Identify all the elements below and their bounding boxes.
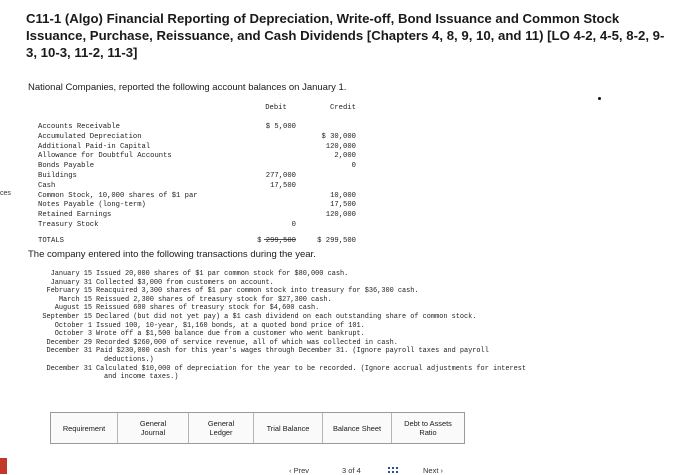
- tab-label-line1: Balance Sheet: [332, 423, 382, 433]
- intro-text: National Companies, reported the following account balances on January 1.: [28, 82, 347, 93]
- transaction-date: January 15: [50, 270, 92, 278]
- account-name: Cash: [38, 181, 56, 190]
- transaction-date: October 3: [54, 330, 92, 339]
- debit-amount: 0: [291, 220, 296, 229]
- account-name: Additional Paid-in Capital: [38, 142, 151, 151]
- transactions-list: [22, 270, 622, 382]
- transaction-description: Reissued 2,300 shares of treasury stock for $27,300 cash.: [96, 295, 332, 304]
- ledger-row: [38, 172, 368, 182]
- account-name: Allowance for Doubtful Accounts: [38, 152, 172, 161]
- transaction-date: December 31: [46, 364, 92, 373]
- credit-header: Credit: [330, 104, 356, 112]
- ledger-row: [38, 133, 368, 143]
- transaction-description: Issued 100, 10-year, $1,160 bonds, at a quoted bond price of 101.: [96, 321, 365, 330]
- tab-label-line2: Journal: [140, 428, 166, 437]
- account-balances-table: [38, 104, 368, 247]
- transaction-line: [22, 313, 622, 322]
- bullet-dot: [598, 97, 601, 100]
- tab-label-line1: Debt to Assets: [404, 419, 452, 428]
- transaction-description: Declared (but did not yet pay) a $1 cash dividend on each outstanding share of common stock.: [96, 312, 477, 321]
- ledger-row: [38, 143, 368, 153]
- ledger-row: [38, 192, 368, 202]
- debit-amount: 277,000: [265, 171, 296, 180]
- tab-balance-sheet[interactable]: [323, 413, 392, 443]
- transaction-description: Recorded $260,000 of service revenue, all of which was collected in cash.: [96, 338, 398, 347]
- tab-requirement[interactable]: [51, 413, 118, 443]
- transaction-line: [22, 296, 622, 305]
- totals-debit: $ 299,500: [257, 236, 296, 245]
- page-indicator: 3 of 4: [342, 466, 361, 475]
- transaction-description: Collected $3,000 from customers on account.: [96, 278, 274, 287]
- side-panel-edge: [0, 458, 7, 474]
- prev-label: Prev: [293, 466, 310, 475]
- transaction-description: Issued 20,000 shares of $1 par common stock for $80,000 cash.: [96, 270, 349, 278]
- credit-amount: 17,500: [330, 201, 356, 210]
- transaction-date: December 31: [46, 347, 92, 356]
- tab-label-line1: General: [139, 419, 167, 428]
- account-name: Accounts Receivable: [38, 123, 120, 131]
- totals-label: TOTALS: [38, 236, 64, 245]
- tab-label-line2: Ledger: [209, 428, 233, 437]
- debit-amount: $ 5,000: [265, 123, 296, 131]
- transaction-description: Reacquired 3,300 shares of $1 par common stock into treasury for $36,300 cash.: [96, 287, 419, 296]
- tab-debt-to-assets-ratio[interactable]: [392, 413, 464, 443]
- tab-label-line1: Trial Balance: [266, 423, 310, 433]
- credit-amount: 120,000: [325, 142, 356, 151]
- transaction-date: August 15: [54, 304, 92, 313]
- transaction-line: [22, 347, 622, 356]
- transaction-date: October 1: [54, 321, 92, 330]
- tab-general-journal[interactable]: [118, 413, 189, 443]
- account-name: Bonds Payable: [38, 162, 95, 171]
- debit-header: Debit: [265, 104, 287, 112]
- transaction-description: Wrote off a $1,500 balance due from a customer who went bankrupt.: [96, 330, 365, 339]
- transaction-date: February 15: [46, 287, 92, 296]
- transaction-date: March 15: [58, 295, 92, 304]
- transaction-line-continued: [22, 356, 622, 365]
- ledger-row: [38, 162, 368, 172]
- totals-credit: $ 299,500: [317, 236, 356, 245]
- credit-amount: 120,000: [325, 211, 356, 220]
- account-name: Treasury Stock: [38, 220, 99, 229]
- page-title: C11-1 (Algo) Financial Reporting of Depreciation, Write-off, Bond Issuance and Common Stock Issuance, Purchase, Reissuance, and Cash Dividends [Chapters 4, 8, 9, 10, and 11) [LO 4-2, 4-5, 8-2, 9-3, 10-3, 11-2, 11-3]: [26, 11, 665, 60]
- chevron-right-icon: ›: [438, 466, 444, 475]
- next-label: Next: [423, 466, 439, 475]
- transaction-line: [22, 270, 622, 279]
- ledger-row: [38, 211, 368, 221]
- transaction-description: Reissued 600 shares of treasury stock for $4,600 cash.: [96, 304, 320, 313]
- credit-amount: 2,000: [334, 152, 356, 161]
- transaction-line: [22, 365, 622, 374]
- transaction-description-continued: deductions.): [104, 355, 154, 364]
- ledger-row: [38, 123, 368, 133]
- chevron-left-icon: ‹: [289, 466, 294, 475]
- transaction-line: [22, 339, 622, 348]
- credit-amount: $ 30,000: [321, 132, 356, 141]
- transaction-line: [22, 322, 622, 331]
- transaction-date: December 29: [46, 338, 92, 347]
- transaction-line: [22, 304, 622, 313]
- transaction-line: [22, 330, 622, 339]
- tab-label-line1: General: [207, 419, 235, 428]
- account-name: Common Stock, 10,000 shares of $1 par: [38, 191, 198, 200]
- tab-trial-balance[interactable]: [254, 413, 323, 443]
- transaction-description-continued: and income taxes.): [104, 373, 179, 382]
- transaction-description: Calculated $10,000 of depreciation for the year to be recorded. (Ignore accrual adjustments for interest: [96, 364, 527, 373]
- requirement-tabs: [50, 412, 465, 444]
- transactions-prompt: The company entered into the following transactions during the year.: [28, 249, 316, 260]
- tab-general-ledger[interactable]: [189, 413, 254, 443]
- transaction-date: January 31: [50, 278, 92, 287]
- totals-row: [38, 237, 368, 247]
- grid-icon[interactable]: [388, 467, 398, 474]
- tab-label-line2: Ratio: [419, 428, 437, 437]
- credit-amount: 10,000: [330, 191, 356, 200]
- transaction-date: September 15: [42, 312, 92, 321]
- transaction-line: [22, 287, 622, 296]
- account-name: Retained Earnings: [38, 211, 112, 220]
- ledger-row: [38, 201, 368, 211]
- transaction-line: [22, 279, 622, 288]
- credit-amount: 0: [351, 162, 356, 171]
- ledger-row: [38, 221, 368, 231]
- account-name: Notes Payable (long-term): [38, 201, 146, 210]
- tab-label-line1: Requirement: [62, 423, 106, 433]
- ledger-row: [38, 152, 368, 162]
- debit-amount: 17,500: [270, 181, 296, 190]
- account-name: Accumulated Depreciation: [38, 132, 142, 141]
- transaction-description: Paid $230,000 cash for this year's wages through December 31. (Ignore payroll taxes and payroll: [96, 347, 489, 356]
- side-panel-label: ces: [0, 190, 11, 197]
- transaction-line-continued: [22, 373, 622, 382]
- account-name: Buildings: [38, 171, 77, 180]
- ledger-row: [38, 182, 368, 192]
